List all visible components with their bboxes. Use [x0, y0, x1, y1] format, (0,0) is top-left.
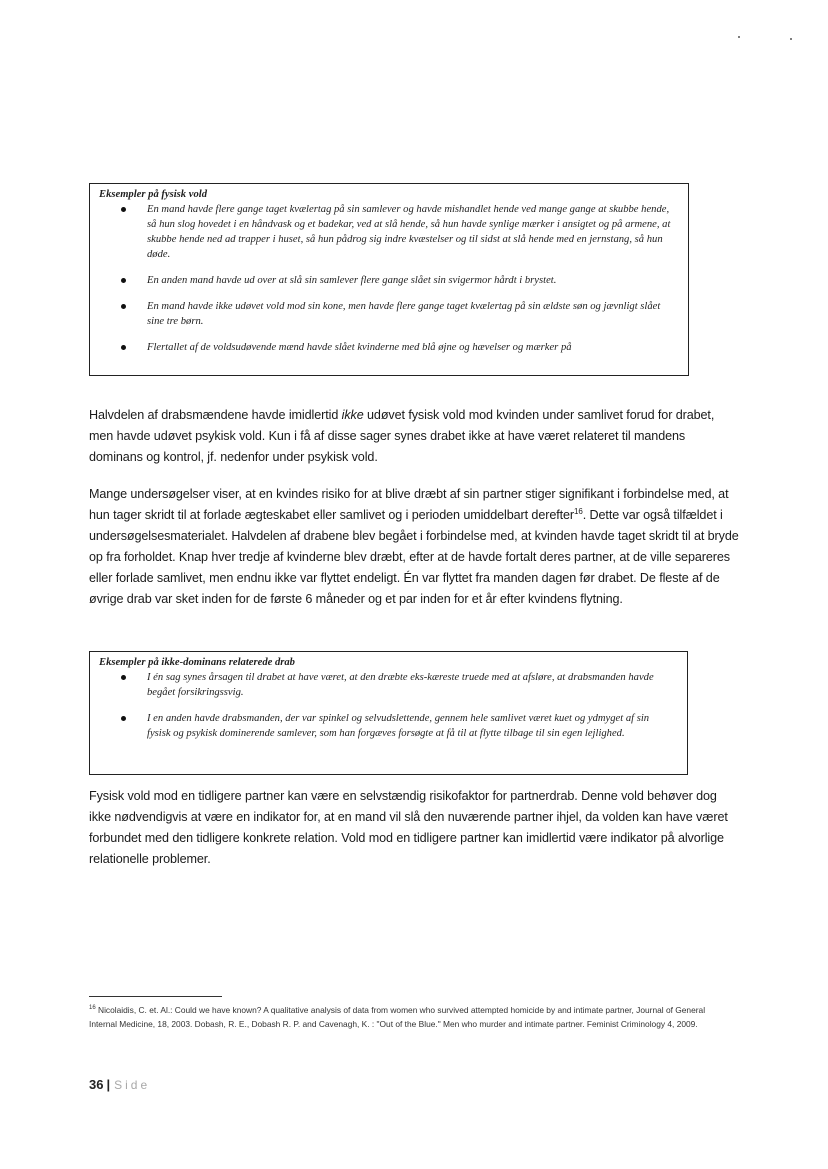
list-item-text: I en anden havde drabsmanden, der var spinkel og selvudslettende, gennem hele samlivet været kuet og ydmyget af sin fysisk og psykisk dominerende samlever, som han forgæves forsøgte at få til at flytte tilbage til sin egen lejlighed. — [147, 713, 650, 739]
list-item — [99, 340, 680, 355]
example-list — [99, 202, 680, 355]
paragraph-prior-partner-violence: Fysisk vold mod en tidligere partner kan være en selvstændig risikofaktor for partnerdrab. Denne vold behøver dog ikke nødvendigvis at være en indikator for, at en mand vil slå den nuværende partner ihjel, da volden kan have været forbundet med den tidligere konkrete relation. Vold mod en tidligere partner kan imidlertid være indikator på alvorlige relationelle problemer. — [89, 789, 728, 866]
list-item — [99, 670, 679, 700]
emphasis: ikke — [341, 408, 364, 422]
bullet-icon — [121, 207, 126, 212]
list-item-text: En anden mand havde ud over at slå sin samlever flere gange slået sin svigermor hårdt i brystet. — [147, 275, 557, 286]
footnote-divider — [89, 996, 222, 997]
scan-speck — [738, 36, 740, 38]
paragraph-separation-risk: Mange undersøgelser viser, at en kvindes risiko for at blive dræbt af sin partner stiger signifikant i forbindelse med, at hun tager skridt til at forlade ægteskabet eller samlivet og i perioden umiddelbart derefter$^{16}$. Dette var også tilfældet i undersøgelsesmaterialet. Halvdelen af drabene blev begået i forbindelse med, at kvinden havde taget skridt til at bryde op fra forholdet. Knap hver tredje af kvinderne blev dræbt, efter at de havde fortalt deres partner, at de ville separeres eller forlade samlivet, men endnu ikke var flyttet endeligt. Én var flyttet fra manden dagen før drabet. De fleste af de øvrige drab var sket inden for de første 6 måneder og et par inden for et år efter kvindens flytning. — [89, 487, 739, 606]
example-box-physical-violence — [89, 183, 689, 376]
list-item-text: En mand havde flere gange taget kvælertag på sin samlever og havde mishandlet hende ved mange gange at skubbe hende, så hun slog hovedet i en håndvask og et badekar, ved at slå hende, så hun havde synlige mærker i ansigtet og på armene, at skubbe hende ned ad trapper i huset, så hun pådrog sig indre kvæstelser og til sidst at slå hende med en jernstang, så hun døde. — [147, 204, 671, 260]
list-item — [99, 202, 680, 262]
scan-speck — [790, 38, 792, 40]
example-box-non-dominance — [89, 651, 688, 775]
list-item — [99, 711, 679, 741]
list-item-text: En mand havde ikke udøvet vold mod sin kone, men havde flere gange taget kvælertag på sin ældste søn og jævnligt slået sine tre børn. — [147, 301, 661, 327]
list-item-text: Flertallet af de voldsudøvende mænd havde slået kvinderne med blå øjne og hævelser og mærker på — [147, 342, 572, 353]
footnote-reference[interactable]: 16 — [574, 506, 583, 516]
page-label: Side — [114, 1078, 151, 1092]
bullet-icon — [121, 345, 126, 350]
footnote-number: 16 — [89, 1005, 96, 1012]
page-separator: | — [106, 1077, 111, 1092]
example-list — [99, 670, 679, 741]
bullet-icon — [121, 278, 126, 283]
page-footer — [89, 1077, 150, 1092]
list-item — [99, 299, 680, 329]
bullet-icon — [121, 304, 126, 309]
list-item — [99, 273, 680, 288]
list-item-text: I én sag synes årsagen til drabet at have været, at den dræbte eks-kæreste truede med at afsløre, at drabsmanden havde begået forsikringssvig. — [147, 672, 654, 698]
bullet-icon — [121, 675, 126, 680]
page-number: 36 — [89, 1077, 104, 1092]
box-title: Eksempler på ikke-dominans relaterede drab — [99, 657, 295, 668]
paragraph-psychological-violence: Halvdelen af drabsmændene havde imidlertid ikke udøvet fysisk vold mod kvinden under samlivet forud for drabet, men havde udøvet psykisk vold. Kun i få af disse sager synes drabet ikke at have været relateret til mandens dominans og kontrol, jf. nedenfor under psykisk vold. — [89, 408, 715, 464]
footnote: $^{16}$ Nicolaidis, C. et. Al.: Could we have known? A qualitative analysis of data from women who survived attempted homicide by and intimate partner, Journal of General Internal Medicine, 18, 2003. Dobash, R. E., Dobash R. P. and Cavenagh, K. : "Out of the Blue." Men who murder and intimate partner. Feminist Criminology 4, 2009. — [89, 1005, 706, 1029]
bullet-icon — [121, 716, 126, 721]
box-title: Eksempler på fysisk vold — [99, 189, 207, 200]
